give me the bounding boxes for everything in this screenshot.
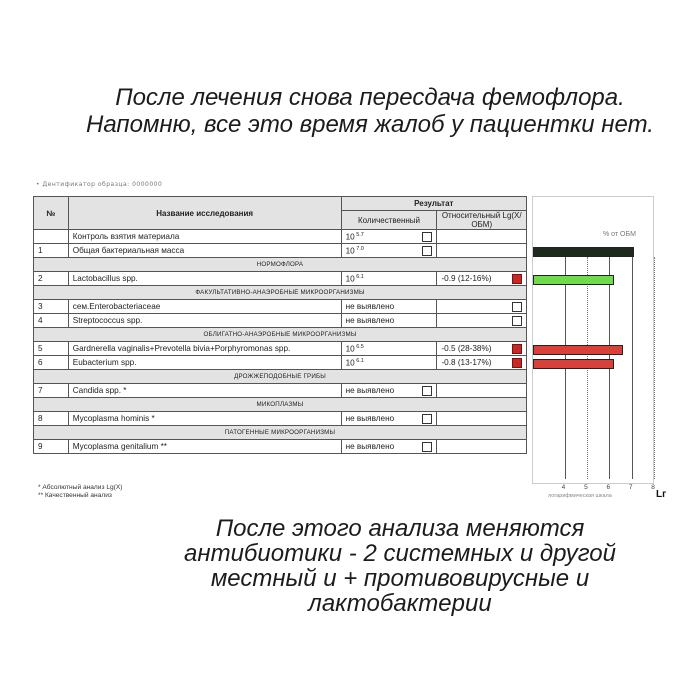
quantity-value: не выявлено: [345, 386, 395, 395]
footer-text: [150, 516, 650, 616]
row-test-name: Eubacterium spp.: [68, 356, 341, 370]
abnormal-flag-icon: [512, 274, 522, 284]
table-row: [34, 244, 527, 258]
row-relative: [437, 412, 527, 426]
row-quantity: [341, 342, 437, 356]
quantity-exponent: 5.7: [354, 231, 364, 238]
table-footnotes: [38, 484, 122, 500]
section-label: ОБЛИГАТНО-АНАЭРОБНЫЕ МИКРООРГАНИЗМЫ: [34, 328, 527, 342]
quantity-value: 10 $^{6.1}$: [345, 273, 364, 284]
row-relative: [437, 230, 527, 244]
headline-text: [60, 84, 680, 138]
chart-bar: [533, 345, 623, 355]
quantity-exponent: 7.0: [354, 245, 364, 252]
row-test-name: Streptococcus spp.: [68, 314, 341, 328]
chart-title: % от ОБМ: [603, 231, 636, 238]
section-row: [34, 286, 527, 300]
chart-axis-unit: Lг: [656, 489, 667, 500]
quantity-checkbox-icon: [422, 386, 432, 396]
row-number: 2: [34, 272, 69, 286]
relative-value: -0.5 (28-38%): [441, 344, 492, 353]
col-header-name: Название исследования: [68, 197, 341, 230]
section-label: ПАТОГЕННЫЕ МИКРООРГАНИЗМЫ: [34, 426, 527, 440]
section-row: [34, 370, 527, 384]
row-test-name: Candida spp. *: [68, 384, 341, 398]
row-relative: [437, 440, 527, 454]
chart-bar: [533, 359, 614, 369]
sample-id-header: • Дентификатор образца: 0000000: [36, 181, 163, 188]
section-row: [34, 398, 527, 412]
section-row: [34, 328, 527, 342]
row-quantity: [341, 230, 437, 244]
row-number: 4: [34, 314, 69, 328]
row-relative: [437, 300, 527, 314]
row-number: 9: [34, 440, 69, 454]
row-relative: [437, 244, 527, 258]
gridline: [632, 257, 633, 479]
quantity-checkbox-icon: [422, 414, 432, 424]
quantity-value: не выявлено: [345, 302, 395, 311]
table-row: [34, 384, 527, 398]
section-label: МИКОПЛАЗМЫ: [34, 398, 527, 412]
gridline: [654, 257, 655, 479]
quantity-exponent: 6.1: [354, 273, 364, 280]
row-number: 7: [34, 384, 69, 398]
row-quantity: [341, 384, 437, 398]
quantity-exponent: 6.1: [354, 357, 364, 364]
footnote-qualitative: ** Качественный анализ: [38, 492, 112, 499]
row-quantity: [341, 244, 437, 258]
col-header-result: Результат: [341, 197, 526, 211]
quantity-value: 10 $^{5.7}$: [345, 231, 364, 242]
x-tick-label: 4: [561, 484, 566, 491]
x-tick-label: 6: [606, 484, 611, 491]
row-number: [34, 230, 69, 244]
row-test-name: Mycoplasma genitalium **: [68, 440, 341, 454]
footer-line-1: После этого анализа меняются: [215, 515, 585, 542]
row-relative: [437, 384, 527, 398]
row-quantity: [341, 356, 437, 370]
row-test-name: Gardnerella vaginalis+Prevotella bivia+Porphyromonas spp.: [68, 342, 341, 356]
table-row: [34, 230, 527, 244]
table-row: [34, 272, 527, 286]
chart-x-label: логарифмическая шкала: [548, 493, 612, 499]
col-header-quantity: Количественный: [341, 211, 437, 230]
row-test-name: Контроль взятия материала: [68, 230, 341, 244]
quantity-checkbox-icon: [422, 246, 432, 256]
row-number: 5: [34, 342, 69, 356]
table-row: [34, 314, 527, 328]
quantity-value: 10 $^{7.0}$: [345, 245, 364, 256]
table-row: [34, 342, 527, 356]
quantity-checkbox-icon: [422, 232, 432, 242]
x-tick-label: 5: [584, 484, 588, 491]
row-relative: [437, 314, 527, 328]
row-test-name: Mycoplasma hominis *: [68, 412, 341, 426]
footer-line-2: антибиотики - 2 системных и другой: [184, 540, 616, 567]
row-number: 6: [34, 356, 69, 370]
x-tick-label: 8: [651, 484, 655, 491]
table-row: [34, 356, 527, 370]
row-relative: [437, 272, 527, 286]
quantity-value: не выявлено: [345, 442, 395, 451]
relative-value: -0.9 (12-16%): [441, 274, 492, 283]
section-label: ФАКУЛЬТАТИВНО-АНАЭРОБНЫЕ МИКРООРГАНИЗМЫ: [34, 286, 527, 300]
row-number: 1: [34, 244, 69, 258]
chart-bar: [533, 247, 634, 257]
row-quantity: [341, 314, 437, 328]
results-table-grid: [33, 196, 527, 454]
footer-line-4: лактобактерии: [308, 590, 492, 617]
row-quantity: [341, 272, 437, 286]
row-quantity: [341, 412, 437, 426]
section-label: ДРОЖЖЕПОДОБНЫЕ ГРИБЫ: [34, 370, 527, 384]
row-test-name: сем.Enterobacteriaceae: [68, 300, 341, 314]
table-row: [34, 300, 527, 314]
table-row: [34, 440, 527, 454]
row-number: 3: [34, 300, 69, 314]
table-row: [34, 412, 527, 426]
col-header-num: №: [34, 197, 69, 230]
quantity-value: не выявлено: [345, 414, 395, 423]
quantity-exponent: 6.5: [354, 343, 364, 350]
row-quantity: [341, 300, 437, 314]
section-row: [34, 426, 527, 440]
footer-line-3: местный и + противовирусные и: [210, 565, 590, 592]
row-relative: [437, 342, 527, 356]
quantity-value: не выявлено: [345, 316, 395, 325]
relative-value: -0.8 (13-17%): [441, 358, 492, 367]
row-relative: [437, 356, 527, 370]
headline-line-1: После лечения снова пересдача фемофлора.: [115, 84, 625, 111]
relative-checkbox-icon: [512, 302, 522, 312]
quantity-checkbox-icon: [422, 442, 432, 452]
relative-checkbox-icon: [512, 316, 522, 326]
section-row: [34, 258, 527, 272]
results-table: [33, 196, 527, 454]
row-test-name: Lactobacillus spp.: [68, 272, 341, 286]
headline-line-2: Напомню, все это время жалоб у пациентки нет.: [86, 111, 654, 138]
row-test-name: Общая бактериальная масса: [68, 244, 341, 258]
abnormal-flag-icon: [512, 358, 522, 368]
quantity-value: 10 $^{6.1}$: [345, 357, 364, 368]
quantity-value: 10 $^{6.5}$: [345, 343, 364, 354]
x-tick-label: 7: [628, 484, 633, 491]
log-scale-chart: [532, 196, 654, 484]
chart-bar: [533, 275, 614, 285]
row-number: 8: [34, 412, 69, 426]
section-label: НОРМОФЛОРА: [34, 258, 527, 272]
row-quantity: [341, 440, 437, 454]
abnormal-flag-icon: [512, 344, 522, 354]
footnote-absolute: * Абсолютный анализ Lg(X): [38, 484, 123, 491]
col-header-relative: Относительный Lg(X/ОБМ): [437, 211, 527, 230]
